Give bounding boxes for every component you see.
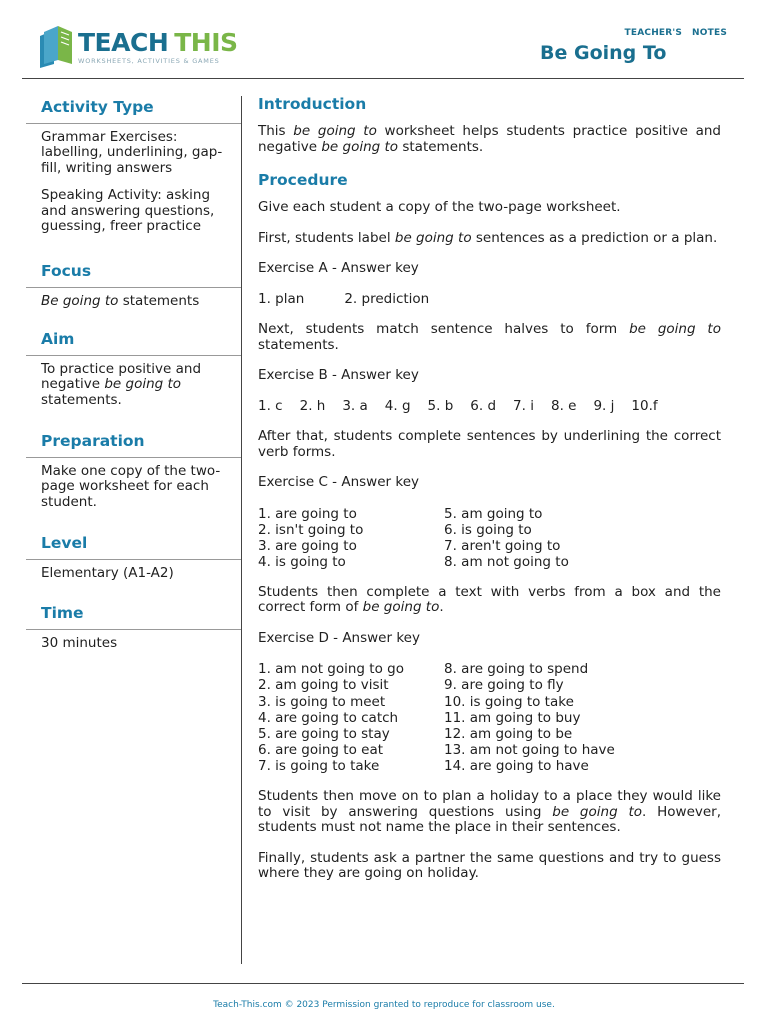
exercise-d-answers [258,661,721,774]
preparation-body: Make one copy of the two-page worksheet for each student. [41,463,221,510]
procedure-step-7: Finally, students ask a partner the same questions and try to guess where they are going on holiday. [258,849,721,882]
answer-item: 6. are going to eat [258,741,384,758]
answer-item: 7. aren't going to [444,537,561,554]
answer-item: 12. am going to be [444,725,573,742]
exercise-d-title: Exercise D - Answer key [258,629,420,646]
answer-item: 7. i [513,397,534,414]
book-icon [36,24,76,68]
logo-wordmark [78,28,238,58]
answer-row [258,538,721,554]
answer-item: 10.f [631,397,658,414]
answer-item: 4. are going to catch [258,709,399,726]
answer-item: 3. is going to meet [258,693,386,710]
answer-item: 6. is going to [444,521,532,538]
activity-type-grammar: Grammar Exercises: labelling, underlining, gap-fill, writing answers [41,129,223,176]
exercise-b-title: Exercise B - Answer key [258,367,419,383]
answer-item: 2. am going to visit [258,677,389,694]
procedure-heading: Procedure [258,171,348,189]
step2-c: sentences as a prediction or a plan. [471,229,718,246]
aim-emph: be going to [104,376,182,393]
procedure-step-2 [258,231,721,247]
answer-item: 4. g [384,397,411,414]
page-header [0,0,768,80]
intro-b: be going to [293,123,377,139]
exercise-c-answers [258,506,721,570]
answer-item: 4. is going to [258,553,346,570]
logo-tagline: WORKSHEETS, ACTIVITIES & GAMES [78,57,220,65]
answer-row [258,506,721,522]
focus-body [26,294,242,309]
answer-item: 11. am going to buy [444,709,581,726]
notes-label-notes: NOTES [692,28,727,38]
activity-type-body [26,130,242,234]
answer-row [258,742,721,758]
answer-item: 5. am going to [444,505,543,522]
step5-b: be going to [362,599,440,616]
divider [26,355,242,356]
divider [26,123,242,124]
section-time [26,602,242,651]
intro-c: worksheet helps students practice positive and negative [258,123,721,155]
answer-item: 8. e [550,397,577,414]
sidebar [26,96,242,651]
answer-item: 1. are going to [258,505,357,522]
logo-word-teach: TEACH [78,28,169,57]
logo-word-this: THIS [174,28,238,57]
procedure-step-1: Give each student a copy of the two-page worksheet. [258,199,621,215]
procedure-step-6 [258,789,721,836]
answer-item: 8. are going to spend [444,661,589,678]
divider [26,629,242,630]
page-title: Be Going To [540,42,667,64]
aim-post: statements. [41,391,122,408]
intro-e: statements. [398,138,484,155]
step3-b: be going to [629,321,721,337]
answer-row [258,522,721,538]
section-focus [26,260,242,309]
procedure-step-5 [258,585,721,616]
answer-item: 1. c [258,397,283,414]
answer-item: 7. is going to take [258,757,380,774]
step5-c: . [439,599,444,616]
answer-item: 3. a [342,397,368,414]
step5-a: Students then complete a text with verbs from a box and the correct form of [258,583,721,616]
answer-row [258,694,721,710]
answer-item: 10. is going to take [444,693,574,710]
procedure-step-3 [258,322,721,353]
focus-emph: Be going to [41,293,119,310]
answer-row [258,726,721,742]
time-heading: Time [41,603,84,622]
answer-row [258,710,721,726]
aim-body [26,362,223,408]
answer-item: 1. plan [258,290,305,307]
answer-item: 5. are going to stay [258,725,390,742]
answer-item: 2. prediction [344,290,430,307]
footer-divider [22,983,744,984]
exercise-b-answers [258,399,721,415]
step6-b: be going to [552,803,643,820]
step3-c: statements. [258,336,339,353]
divider [26,559,242,560]
procedure-step-4: After that, students complete sentences by underlining the correct verb forms. [258,428,721,460]
focus-heading: Focus [41,262,92,281]
aim-heading: Aim [41,329,75,348]
section-level [26,532,242,581]
answer-item: 2. h [299,397,326,414]
divider [26,457,242,458]
header-divider [22,78,744,79]
answer-row [258,661,721,677]
column-divider [241,96,242,964]
teachthis-logo[interactable] [36,24,236,72]
answer-item: 3. are going to [258,537,357,554]
answer-item: 9. j [593,397,615,414]
section-aim [26,328,242,408]
section-preparation [26,430,242,510]
step2-a: First, students label [258,229,395,246]
teachers-notes-label [625,28,727,38]
introduction-text [258,124,721,155]
exercise-c-title: Exercise C - Answer key [258,474,419,490]
answer-item: 6. d [470,397,497,414]
answer-item: 2. isn't going to [258,521,364,538]
level-body: Elementary (A1-A2) [41,565,174,582]
aim-pre: To practice positive and negative [41,360,202,393]
level-heading: Level [41,534,88,553]
notes-label-teachers: TEACHER'S [624,28,683,38]
footer-copyright[interactable]: Teach-This.com © 2023 Permission granted to reproduce for classroom use. [213,1000,555,1010]
preparation-heading: Preparation [41,432,145,451]
introduction-heading: Introduction [258,95,367,113]
focus-rest: statements [118,293,200,310]
exercise-a-answers [258,292,721,308]
answer-item: 14. are going to have [444,757,589,774]
section-activity-type [26,96,242,234]
answer-row [258,554,721,570]
divider [26,287,242,288]
intro-a: This [258,123,294,139]
answer-row [258,758,721,774]
answer-item: 8. am not going to [444,553,569,570]
activity-type-heading: Activity Type [41,98,154,116]
exercise-a-title: Exercise A - Answer key [258,260,419,276]
answer-row [258,677,721,693]
step6-a: Students then move on to plan a holiday to a place they would like to visit by answering questions using [258,788,721,820]
answer-item: 1. am not going to go [258,661,404,678]
main-content [258,94,721,897]
answer-item: 9. are going to fly [444,677,564,694]
intro-d: be going to [321,138,399,155]
answer-item: 5. b [427,397,454,414]
answer-item: 13. am not going to have [444,741,615,758]
time-body: 30 minutes [41,634,118,651]
step6-c: . However, students must not name the place in their sentences. [258,803,722,836]
activity-type-speaking: Speaking Activity: asking and answering questions, guessing, freer practice [41,187,215,235]
step3-a: Next, students match sentence halves to form [258,321,630,337]
step2-b: be going to [394,229,472,246]
